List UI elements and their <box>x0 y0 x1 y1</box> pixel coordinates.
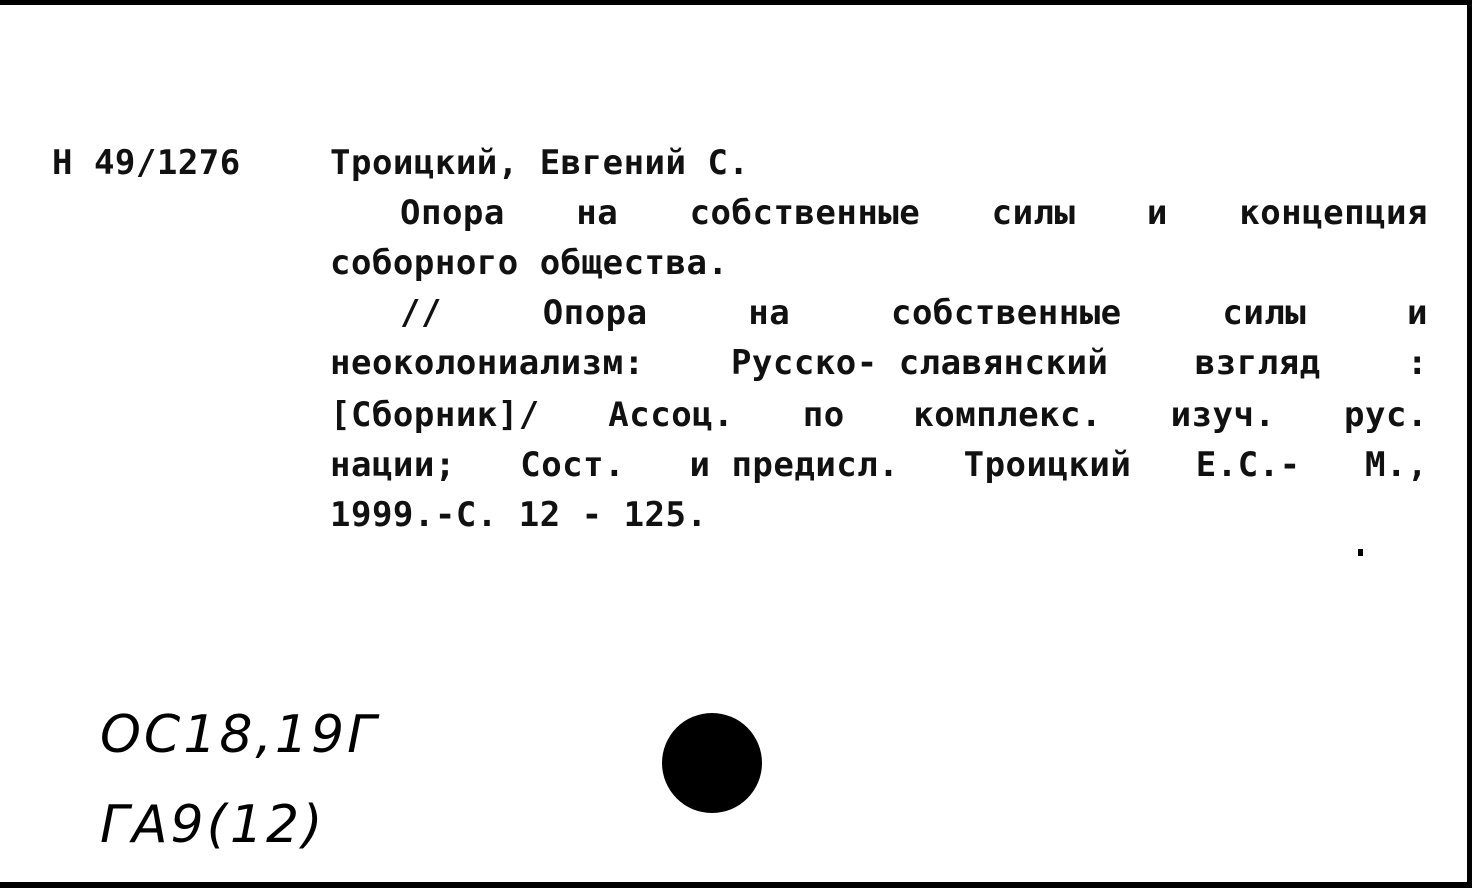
source-word: [Сборник]/ <box>330 395 540 435</box>
source-line-4 <box>330 445 1428 485</box>
source-word: Сост. <box>520 445 626 485</box>
source-word: и <box>1407 293 1428 333</box>
ink-speck <box>1358 549 1363 556</box>
source-line-1 <box>400 293 1428 333</box>
source-word: Троицкий <box>963 445 1132 485</box>
punch-hole <box>662 713 762 813</box>
title-word: концепция <box>1239 193 1428 233</box>
source-word: М., <box>1365 445 1428 485</box>
source-word: собственные <box>890 293 1122 333</box>
source-word: Опора <box>542 293 648 333</box>
source-word: неоколониализм: <box>330 343 645 383</box>
handwritten-classification: ОС18,19Г <box>100 705 380 765</box>
handwritten-index: ГА9(12) <box>100 795 326 855</box>
source-word: Русско- славянский <box>730 343 1109 383</box>
source-word: изуч. <box>1170 395 1276 435</box>
source-word: по <box>802 395 845 435</box>
shelfmark: Н 49/1276 <box>52 143 241 183</box>
title-word: и <box>1146 193 1168 233</box>
source-line-5: 1999.-С. 12 - 125. <box>330 495 708 535</box>
title-word: Опора <box>400 193 505 233</box>
title-word: силы <box>991 193 1076 233</box>
source-word: Е.С.- <box>1195 445 1301 485</box>
source-word: комплекс. <box>913 395 1102 435</box>
source-line-2 <box>330 343 1428 383</box>
source-word: Ассоц. <box>608 395 735 435</box>
source-line-3 <box>330 395 1428 435</box>
source-word: // <box>400 293 442 333</box>
source-word: рус. <box>1344 395 1428 435</box>
source-word: : <box>1407 343 1428 383</box>
title-line-2: соборного общества. <box>330 243 729 283</box>
source-word: взгляд <box>1194 343 1321 383</box>
title-line-1 <box>400 193 1428 233</box>
author-heading: Троицкий, Евгений С. <box>330 143 750 183</box>
source-word: силы <box>1222 293 1307 333</box>
source-word: и предисл. <box>689 445 900 485</box>
title-word: на <box>576 193 619 233</box>
source-word: на <box>748 293 791 333</box>
source-word: нации; <box>330 445 456 485</box>
title-word: собственные <box>689 193 921 233</box>
